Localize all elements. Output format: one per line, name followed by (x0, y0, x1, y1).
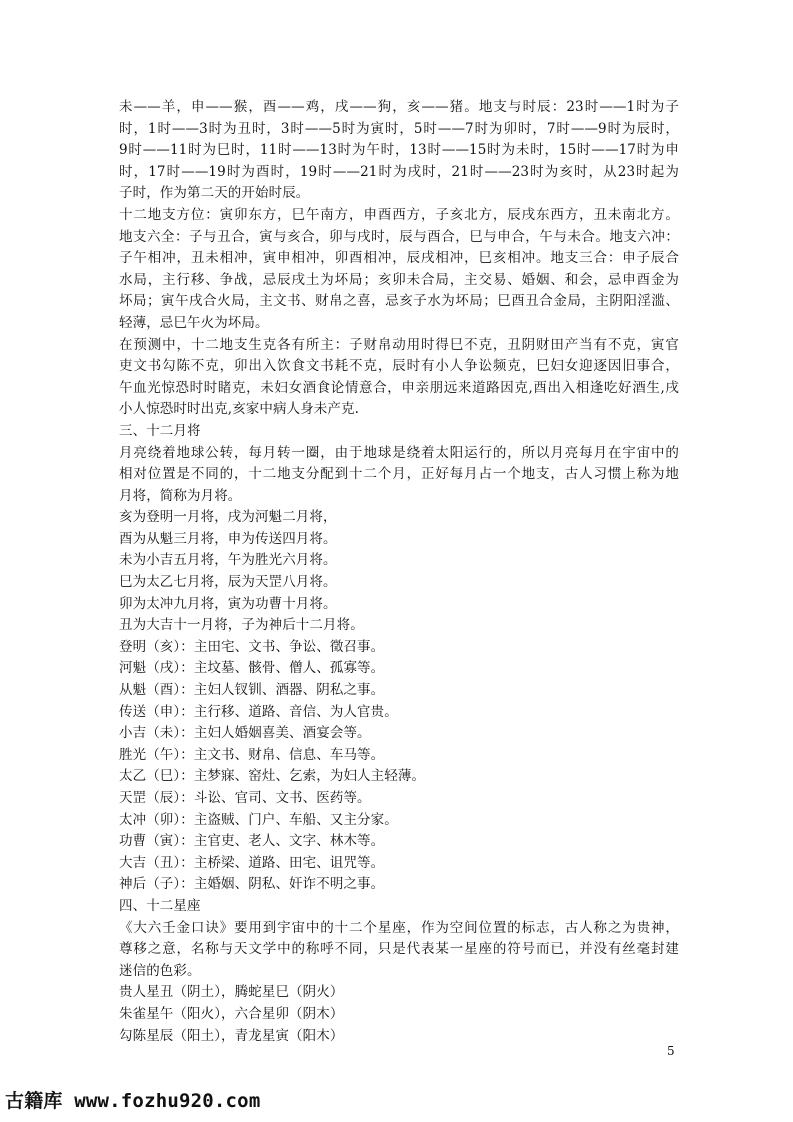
page-number: 5 (667, 1044, 675, 1058)
text-line: 未——羊，申——猴，酉——鸡，戌——狗，亥——猪。地支与时辰：23时——1时为子 (119, 99, 679, 115)
text-line: 贵人星丑（阴土），腾蛇星巳（阴火） (119, 984, 344, 1001)
text-line: 河魁（戌）：主坟墓、骸骨、僧人、孤寡等。 (119, 660, 385, 677)
page-body (119, 97, 679, 1047)
text-line: 三、十二月将 (119, 422, 201, 439)
text-line: 子时，作为第二天的开始时辰。 (119, 185, 310, 202)
text-line: 小人惊恐时时出克,亥家中病人身未产克. (119, 401, 359, 418)
text-line: 神后（子）：主婚姻、阴私、奸诈不明之事。 (119, 876, 385, 893)
text-line: 月亮绕着地球公转，每月转一圈，由于地球是绕着太阳运行的，所以月亮每月在宇宙中的 (119, 444, 679, 461)
text-line: 卯为太冲九月将，寅为功曹十月将。 (119, 595, 337, 612)
text-line: 吏文书勾陈不克，卯出入饮食文书耗不克，辰时有小人争讼频克，巳妇女迎逐因旧事合， (119, 358, 679, 375)
text-line: 从魁（酉）：主妇人钗钏、酒器、阴私之事。 (119, 682, 385, 699)
text-line: 十二地支方位：寅卯东方，巳午南方，申酉西方，子亥北方，辰戌东西方，丑未南北方。 (119, 206, 679, 223)
text-line: 《大六壬金口诀》要用到宇宙中的十二个星座，作为空间位置的标志，古人称之为贵神， (119, 919, 679, 936)
text-line: 子午相冲，丑未相冲，寅申相冲，卯酉相冲，辰戌相冲，巳亥相冲。地支三合：申子辰合 (119, 250, 679, 267)
text-line: 在预测中，十二地支生克各有所主：子财帛动用时得巳不克，丑阴财田产当有不克，寅官 (119, 336, 679, 353)
text-line: 坏局；寅午戌合火局，主文书、财帛之喜，忌亥子水为坏局；巳酉丑合金局，主阴阳淫滥、 (119, 293, 679, 310)
text-line: 地支六全：子与丑合，寅与亥合，卯与戌时，辰与酉合，巳与申合，午与未合。地支六冲： (119, 228, 679, 245)
text-line: 四、十二星座 (119, 897, 201, 914)
text-line: 胜光（午）：主文书、财帛、信息、车马等。 (119, 746, 385, 763)
text-line: 天罡（辰）：斗讼、官司、文书、医药等。 (119, 790, 371, 806)
text-line: 9时——11时为巳时，11时——13时为午时，13时——15时为未时，15时——17时为申 (119, 142, 679, 159)
text-line: 传送（申）：主行移、道路、音信、为人官贵。 (119, 703, 398, 720)
text-line: 勾陈星辰（阳土），青龙星寅（阳木） (119, 1027, 344, 1044)
text-line: 丑为大吉十一月将，子为神后十二月将。 (119, 617, 364, 634)
text-line: 亥为登明一月将，戌为河魁二月将， (119, 509, 337, 526)
text-line: 太乙（巳）：主梦寐、窑灶、乞索，为妇人主轻薄。 (119, 768, 426, 785)
text-line: 功曹（寅）：主官吏、老人、文字、林木等。 (119, 833, 385, 850)
text-line: 轻薄，忌巳午火为坏局。 (119, 314, 269, 331)
text-line: 登明（亥）：主田宅、文书、争讼、徵召事。 (119, 638, 385, 655)
text-line: 月将，简称为月将。 (119, 487, 242, 504)
text-line: 时，17时——19时为酉时，19时——21时为戌时，21时——23时为亥时，从23时起为 (119, 163, 679, 180)
text-line: 大吉（丑）：主桥梁、道路、田宅、诅咒等。 (119, 854, 385, 871)
text-line: 朱雀星午（阳火），六合星卯（阴木） (119, 1005, 344, 1022)
text-line: 水局，主行移、争战，忌辰戌土为坏局；亥卯未合局，主交易、婚姻、和会，忌申酉金为 (119, 271, 679, 288)
text-line: 未为小吉五月将，午为胜光六月将。 (119, 552, 337, 569)
text-line: 尊移之意，名称与天文学中的称呼不同，只是代表某一星座的符号而已，并没有丝毫封建 (119, 941, 679, 958)
text-line: 酉为从魁三月将，申为传送四月将。 (119, 530, 337, 547)
site-watermark[interactable]: 古籍库 www.fozhu920.com (5, 1090, 261, 1112)
text-line: 小吉（未）：主妇人婚姻喜美、酒宴会等。 (119, 725, 371, 742)
text-line: 时，1时——3时为丑时，3时——5时为寅时，5时——7时为卯时，7时——9时为辰时， (119, 120, 679, 137)
text-line: 太冲（卯）：主盗贼、门户、车船、又主分家。 (119, 811, 398, 828)
text-line: 迷信的色彩。 (119, 962, 201, 979)
text-line: 巳为太乙七月将，辰为天罡八月将。 (119, 574, 337, 591)
text-line: 相对位置是不同的，十二地支分配到十二个月，正好每月占一个地支，古人习惯上称为地 (119, 466, 679, 483)
text-line: 午血光惊恐时时睹克，未妇女酒食论情意合，申亲朋远来道路因克,酉出入相逢吃好酒生,戌 (119, 379, 679, 396)
